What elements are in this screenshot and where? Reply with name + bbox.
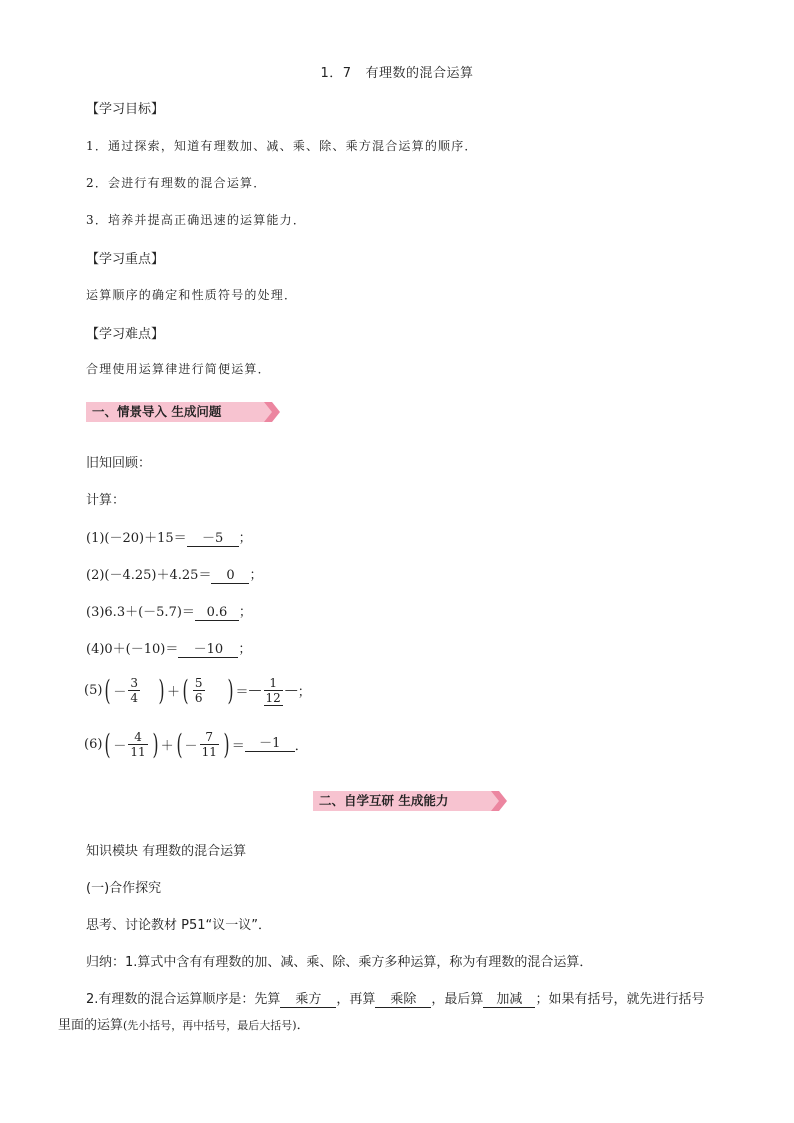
answer-fraction: $\frac{1}{12}$ xyxy=(265,675,281,705)
minus-sign: － xyxy=(184,739,198,754)
goal-item-3: 3．培养并提高正确迅速的运算能力． xyxy=(86,213,307,227)
title-text: 有理数的混合运算 xyxy=(365,66,474,81)
difficulty-heading: 【学习难点】 xyxy=(86,327,165,342)
problem-expr: (2)(－4.25)＋4.25＝ xyxy=(86,568,212,583)
difficulty-text: 合理使用运算律进行简便运算． xyxy=(86,362,271,376)
sub-heading: (一)合作探究 xyxy=(86,881,162,896)
answer-blank: 乘方 xyxy=(280,993,336,1008)
goals-heading: 【学习目标】 xyxy=(86,102,165,117)
key-heading: 【学习重点】 xyxy=(86,252,165,267)
problem-expr: (1)(－20)＋15＝ xyxy=(86,531,187,546)
page-title xyxy=(0,62,794,81)
plus-sign: ＋ xyxy=(166,685,180,700)
answer-blank: 加减 xyxy=(483,993,535,1008)
minus-sign: － xyxy=(113,685,127,700)
key-text: 运算顺序的确定和性质符号的处理． xyxy=(86,288,298,302)
answer-blank: 乘除 xyxy=(375,993,431,1008)
section1-title: 一、情景导入 生成问题 xyxy=(92,404,222,419)
equals-sign: ＝ xyxy=(231,739,245,754)
goal-item-2: 2．会进行有理数的混合运算． xyxy=(86,176,267,190)
problem-end: ； xyxy=(238,642,252,657)
fraction: $\frac{7}{11}$ xyxy=(201,730,217,759)
review-label: 旧知回顾： xyxy=(86,456,152,471)
answer-blank: －1 xyxy=(245,737,295,752)
problem-end: ； xyxy=(238,605,252,620)
goal-item-1: 1．通过探索，知道有理数加、减、乘、除、乘方混合运算的顺序． xyxy=(86,139,478,153)
problem-2 xyxy=(86,564,262,584)
problem-5: (5)( － $\frac{3}{4}$ ) ＋( $\frac{5}{6}$ ) ＝— $\frac{1}{12}$ —； xyxy=(84,674,311,707)
fraction: $\frac{5}{6}$ xyxy=(194,676,203,705)
problem-4 xyxy=(86,638,251,658)
problem-end: ； xyxy=(249,568,263,583)
section2-title: 二、自学互研 生成能力 xyxy=(319,793,449,808)
problem-6: (6)( － $\frac{4}{11}$ ) ＋( － $\frac{7}{11}$ ) ＝ －1 ． xyxy=(84,728,308,761)
answer-blank: －5 xyxy=(187,532,239,547)
calc-label: 计算： xyxy=(86,493,126,508)
summary-1: 归纳：1.算式中含有有理数的加、减、乘、除、乘方多种运算，称为有理数的混合运算． xyxy=(86,955,593,970)
problem-expr: (4)0＋(－10)＝ xyxy=(86,642,179,657)
problem-end: ． xyxy=(294,739,308,754)
problem-expr: (3)6.3＋(－5.7)＝ xyxy=(86,605,195,620)
plus-sign: ＋ xyxy=(160,739,174,754)
answer-blank: 0.6 xyxy=(195,606,239,621)
problem-1 xyxy=(86,527,252,547)
fraction: $\frac{4}{11}$ xyxy=(130,730,146,759)
answer-blank: 0 xyxy=(211,569,249,584)
answer-blank: －10 xyxy=(178,643,238,658)
equals-sign: ＝ xyxy=(235,685,249,700)
fraction: $\frac{3}{4}$ xyxy=(130,676,139,705)
problem-label: (6) xyxy=(84,737,103,752)
problem-label: (5) xyxy=(84,683,103,698)
title-number: 1．7 xyxy=(320,66,352,81)
problem-end: ； xyxy=(297,685,311,700)
summary-2-line2: 里面的运算(先小括号，再中括号，最后大括号)． xyxy=(58,1018,310,1033)
think-text: 思考、讨论教材 P51“议一议”． xyxy=(86,918,271,933)
summary-2-line1: 2.有理数的混合运算顺序是：先算 乘方 ，再算 乘除 ，最后算 加减 ；如果有括号，就先进行括号 xyxy=(86,992,705,1007)
module-heading: 知识模块 有理数的混合运算 xyxy=(86,844,247,859)
section1-banner xyxy=(86,402,281,422)
problem-3 xyxy=(86,601,252,621)
section2-banner xyxy=(313,791,508,811)
problem-end: ； xyxy=(238,531,252,546)
minus-sign: － xyxy=(113,739,127,754)
